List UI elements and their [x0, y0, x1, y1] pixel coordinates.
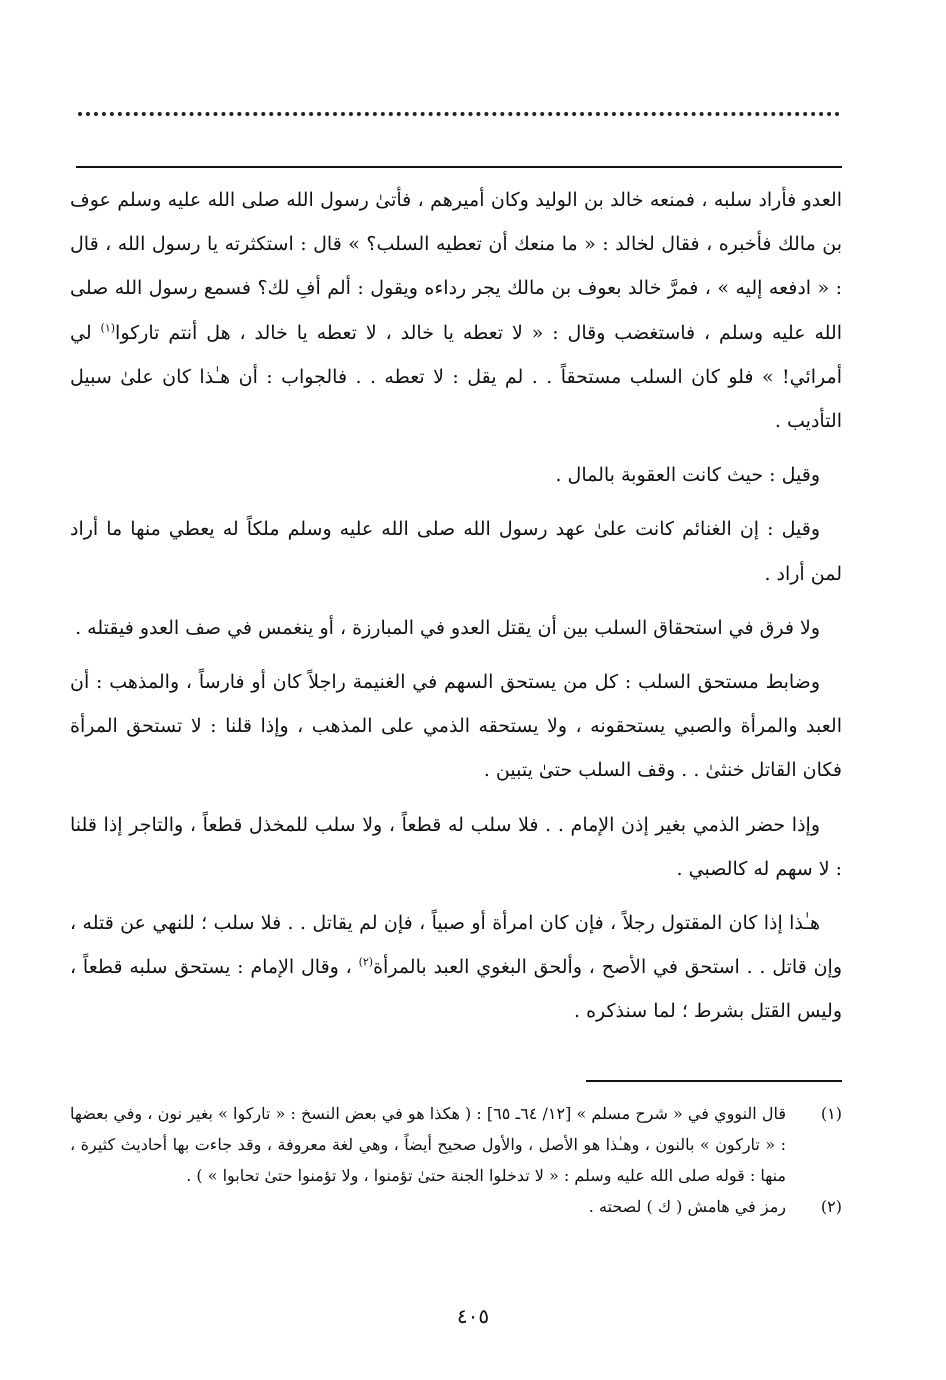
paragraph-4: ولا فرق في استحقاق السلب بين أن يقتل العدو في المبارزة ، أو ينغمس في صف العدو فيقتله . [75, 616, 820, 639]
footnote-text: قال النووي في « شرح مسلم » [١٢/ ٦٤ـ ٦٥] : ( هكذا هو في بعض النسخ : « تاركوا » بغير نون ، وفي بعضها : « تاركون » بالنون ، وهـٰذا هو الأصل ، والأول صحيح أيضاً ، وهي لغة معروفة ، وقد جاءت بها أحاديث كثيرة ، منها : قوله صلى الله عليه وسلم : « لا تدخلوا الجنة حتىٰ تؤمنوا ، ولا تؤمنوا حتىٰ تحابوا » ) . [70, 1104, 786, 1185]
footnote-number: (٢) [820, 1197, 842, 1216]
paragraph-5: وضابط مستحق السلب : كل من يستحق السهم في الغنيمة راجلاً كان أو فارساً ، والمذهب : أن العبد والمرأة والصبي يستحقونه ، ولا يستحقه الذمي على المذهب ، وإذا قلنا : لا تستحق المرأة فكان القاتل خنثىٰ . . وقف السلب حتىٰ يتبين . [70, 671, 842, 782]
page-number: ٤٠٥ [456, 1304, 490, 1328]
paragraph-1: العدو فأراد سلبه ، فمنعه خالد بن الوليد وكان أميرهم ، فأتىٰ رسول الله صلى الله عليه وسلم عوف بن مالك فأخبره ، فقال لخالد : « ما منعك أن تعطيه السلب؟ » قال : استكثرته يا رسول الله ، قال : « ادفعه إليه » ، فمرَّ خالد بعوف بن مالك يجر رداءه ويقول : ألم أفِ لك؟ فسمع رسول الله صلى الله عليه وسلم ، فاستغضب وقال : « لا تعطه يا خالد ، لا تعطه يا خالد ، هل أنتم تاركوا$^{(١)}$ لي أمرائي! » فلو كان السلب مستحقاً . . لم يقل : لا تعطه . . فالجواب : أن هـٰذا كان علىٰ سبيل التأديب . [70, 189, 842, 433]
paragraph-6: وإذا حضر الذمي بغير إذن الإمام . . فلا سلب له قطعاً ، ولا سلب للمخذل قطعاً ، والتاجر إذا قلنا : لا سهم له كالصبي . [70, 813, 842, 880]
footnote-ref-2: (٢) [358, 955, 374, 969]
footnotes [70, 1098, 842, 1222]
paragraph-3: وقيل : إن الغنائم كانت علىٰ عهد رسول الله صلى الله عليه وسلم ملكاً له يعطي منها ما أراد لمن أراد . [70, 518, 842, 585]
footnote-number: (١) [820, 1104, 842, 1123]
footnote-ref-1: (١) [100, 321, 116, 335]
header-rule [76, 166, 842, 168]
footnote-1 [70, 1098, 842, 1191]
paragraph-2: وقيل : حيث كانت العقوبة بالمال . [555, 464, 820, 487]
header-dotted-rule [78, 112, 840, 120]
footnote-text: رمز في هامش ( ك ) لصحته . [588, 1197, 786, 1216]
footnote-rule [586, 1080, 842, 1082]
footnote-2 [70, 1191, 842, 1222]
body-text [70, 178, 842, 1044]
paragraph-7: هـٰذا إذا كان المقتول رجلاً ، فإن كان امرأة أو صبياً ، فإن لم يقاتل . . فلا سلب ؛ للنهي عن قتله ، وإن قاتل . . استحق في الأصح ، وألحق البغوي العبد بالمرأة$^{(٢)}$ ، وقال الإمام : يستحق سلبه قطعاً ، وليس القتل بشرط ؛ لما سنذكره . [70, 912, 843, 1023]
